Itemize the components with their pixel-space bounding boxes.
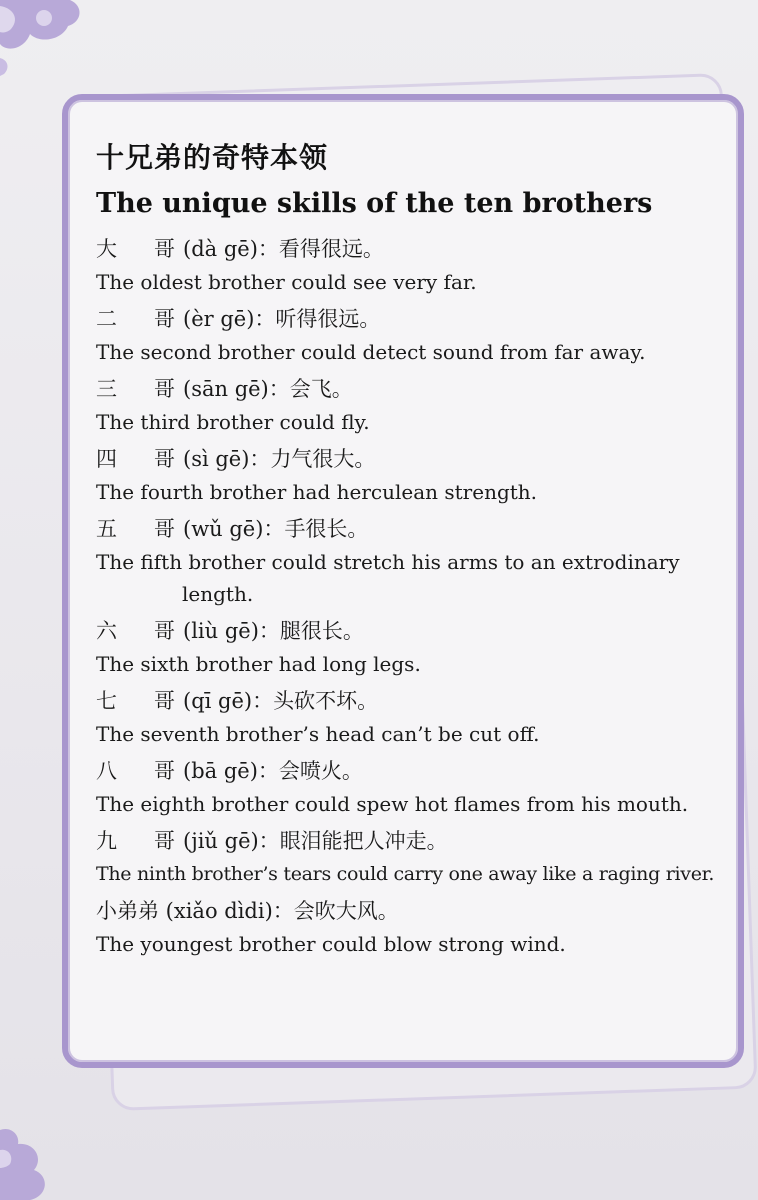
skill-english: The eighth brother could spew hot flames from his mouth. — [96, 792, 689, 816]
brother-name: 七 哥 — [96, 689, 183, 713]
skill-chinese: 会飞。 — [289, 377, 353, 401]
heading-english: The unique skills of the ten brothers — [96, 188, 653, 219]
pinyin: (bā gē)： — [183, 759, 279, 783]
cloud-decoration-icon — [0, 0, 90, 80]
skill-english: The ninth brother’s tears could carry one away like a raging river. — [96, 863, 715, 885]
skill-english: The oldest brother could see very far. — [96, 270, 477, 294]
list-item — [96, 684, 716, 750]
skills-list — [96, 138, 716, 964]
pinyin: (qī gē)： — [183, 689, 274, 713]
brother-name: 二 哥 — [96, 307, 183, 331]
pinyin: (jiǔ gē)： — [183, 829, 280, 853]
pinyin: (xiǎo dìdi)： — [159, 899, 294, 923]
skill-chinese: 看得很远。 — [278, 237, 384, 261]
skill-english-continued: length. — [182, 582, 254, 606]
skill-chinese: 会吹大风。 — [293, 899, 399, 923]
list-item — [96, 372, 716, 438]
list-item — [96, 614, 716, 680]
skill-chinese: 眼泪能把人冲走。 — [279, 829, 448, 853]
brother-name: 九 哥 — [96, 829, 183, 853]
brother-name: 八 哥 — [96, 759, 183, 783]
list-item — [96, 302, 716, 368]
list-item — [96, 754, 716, 820]
list-item — [96, 512, 716, 610]
list-item — [96, 232, 716, 298]
skill-english: The fifth brother could stretch his arms to an extrodinary — [96, 550, 680, 574]
skill-english: The fourth brother had herculean strength. — [96, 480, 538, 504]
skill-english: The youngest brother could blow strong wind. — [96, 932, 566, 956]
skill-chinese: 头砍不坏。 — [273, 689, 379, 713]
list-item — [96, 442, 716, 508]
pinyin: (sì gē)： — [183, 447, 271, 471]
cloud-decoration-icon — [0, 1110, 70, 1200]
skill-english: The second brother could detect sound from far away. — [96, 340, 646, 364]
skill-english: The seventh brother’s head can’t be cut off. — [96, 722, 540, 746]
brother-name: 五 哥 — [96, 517, 183, 541]
list-item — [96, 824, 716, 890]
skill-chinese: 力气很大。 — [270, 447, 376, 471]
brother-name: 六 哥 — [96, 619, 183, 643]
skill-chinese: 腿很长。 — [279, 619, 364, 643]
brother-name: 三 哥 — [96, 377, 183, 401]
list-item — [96, 894, 716, 960]
heading-chinese: 十兄弟的奇特本领 — [96, 141, 329, 174]
pinyin: (wǔ gē)： — [183, 517, 285, 541]
skill-chinese: 听得很远。 — [275, 307, 381, 331]
brother-name: 大 哥 — [96, 237, 183, 261]
skill-english: The sixth brother had long legs. — [96, 652, 421, 676]
skill-chinese: 会喷火。 — [278, 759, 363, 783]
pinyin: (èr gē)： — [183, 307, 276, 331]
pinyin: (dà gē)： — [183, 237, 279, 261]
skill-english: The third brother could fly. — [96, 410, 370, 434]
brother-name: 小弟弟 — [96, 899, 159, 923]
pinyin: (liù gē)： — [183, 619, 280, 643]
skill-chinese: 手很长。 — [284, 517, 369, 541]
pinyin: (sān gē)： — [183, 377, 290, 401]
brother-name: 四 哥 — [96, 447, 183, 471]
